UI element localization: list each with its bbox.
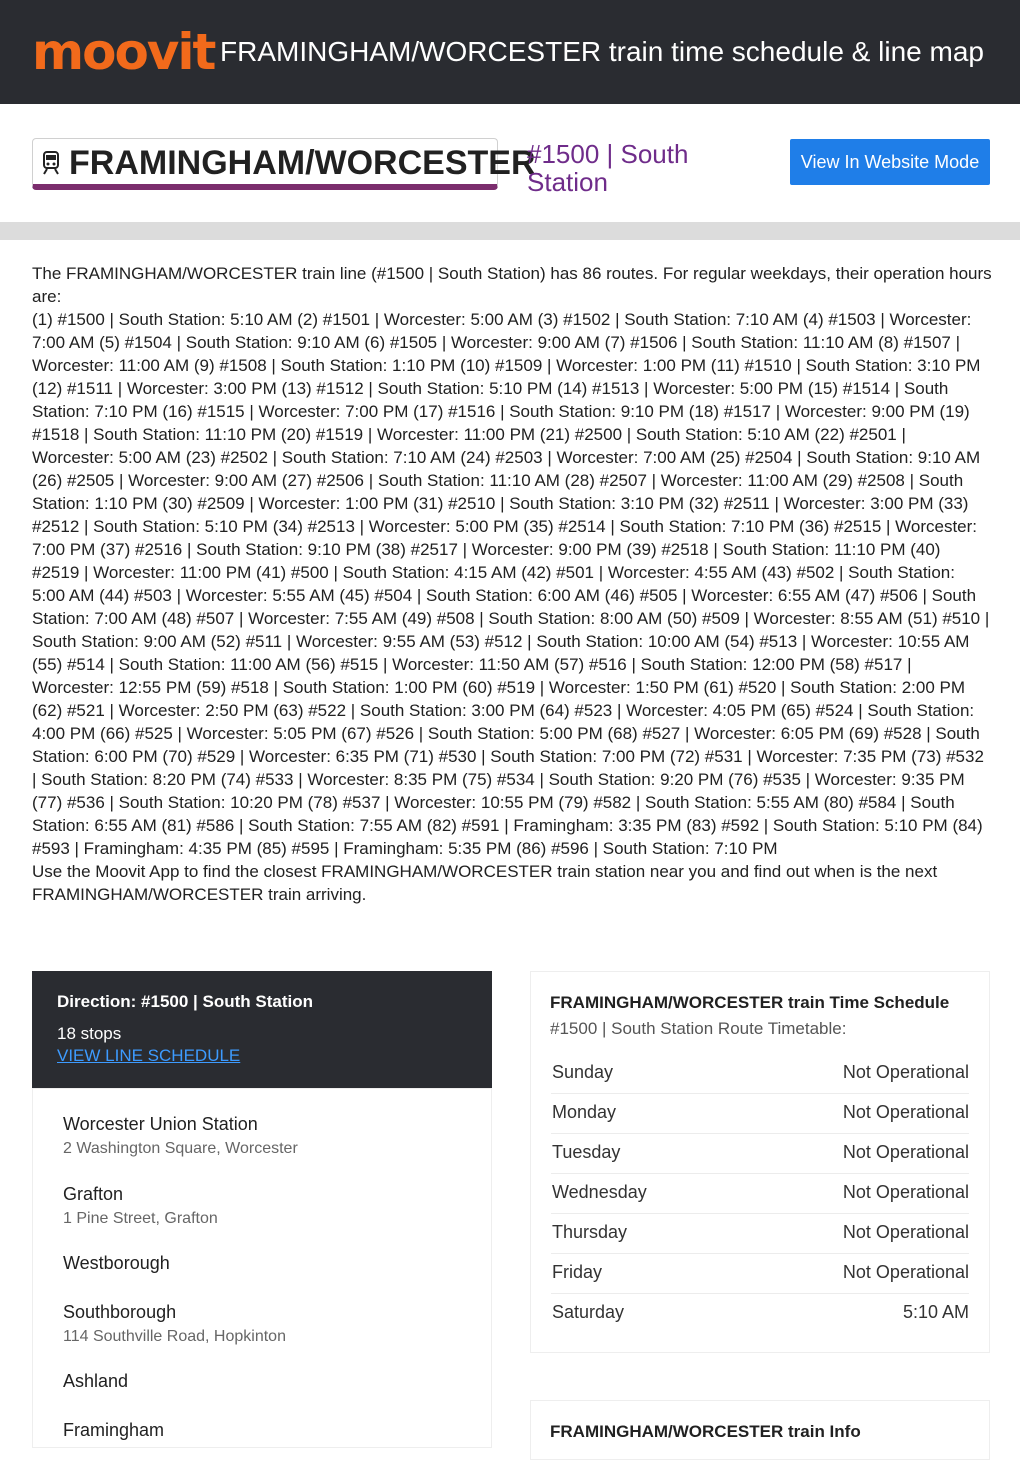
schedule-hours: Not Operational: [842, 1222, 969, 1242]
website-mode-button[interactable]: View In Website Mode: [790, 139, 990, 185]
schedule-hours: Not Operational: [842, 1142, 969, 1162]
stop-name: Grafton: [63, 1184, 124, 1204]
list-item[interactable]: [63, 1419, 164, 1441]
schedule-day: Wednesday: [552, 1182, 647, 1202]
page-title: FRAMINGHAM/WORCESTER train time schedule & line map: [220, 36, 984, 67]
table-row: [551, 1214, 969, 1254]
schedule-day: Saturday: [552, 1302, 625, 1322]
schedule-hours: Not Operational: [842, 1182, 969, 1202]
schedule-hours: Not Operational: [842, 1062, 969, 1082]
info-title: FRAMINGHAM/WORCESTER train Info: [550, 1422, 861, 1441]
schedule-hours: 5:10 AM: [902, 1302, 969, 1322]
list-item[interactable]: [63, 1370, 128, 1392]
direction-panel: [32, 971, 492, 1088]
direction-title: #1500 | South Station: [527, 139, 689, 197]
stop-address: 1 Pine Street, Grafton: [63, 1210, 218, 1227]
table-row: [551, 1054, 969, 1094]
table-row: [551, 1174, 969, 1214]
table-row: [551, 1294, 969, 1334]
stop-name: Ashland: [63, 1371, 129, 1391]
line-banner: [0, 104, 1020, 222]
schedule-hours: Not Operational: [842, 1262, 969, 1282]
stop-address: 114 Southville Road, Hopkinton: [63, 1328, 286, 1345]
list-item[interactable]: [63, 1252, 170, 1274]
schedule-subtitle: #1500 | South Station Route Timetable:: [550, 1019, 847, 1038]
table-row: [551, 1134, 969, 1174]
stop-count: 18 stops: [57, 1024, 122, 1043]
list-item[interactable]: [63, 1183, 218, 1229]
schedule-day: Thursday: [552, 1222, 628, 1242]
info-panel: [530, 1400, 990, 1460]
table-row: [551, 1254, 969, 1294]
line-name: FRAMINGHAM/WORCESTER: [69, 144, 536, 182]
schedule-day: Friday: [552, 1262, 603, 1282]
app-header: [0, 0, 1020, 104]
direction-label: Direction: #1500 | South Station: [57, 992, 314, 1011]
description-routes: (1) #1500 | South Station: 5:10 AM (2) #1501 | Worcester: 5:00 AM (3) #1502 | South Station: 7:10 AM (4) #1503 | Worcester: 7:00 AM (5) #1504 | South Station: 9:10 AM (6) #1505 | Worcester: 9:00 AM (7) #1506 | South Station: 11:10 AM (8) #1507 | Worcester: 11:00 AM (9) #1508 | South Station: 1:10 PM (10) #1509 | Worcester: 1:00 PM (11) #1510 | South Station: 3:10 PM (12) #1511 | Worcester: 3:00 PM (13) #1512 | South Station: 5:10 PM (14) #1513 | Worcester: 5:00 PM (15) #1514 | South Station: 7:10 PM (16) #1515 | Worcester: 7:00 PM (17) #1516 | South Station: 9:10 PM (18) #1517 | Worcester: 9:00 PM (19) #1518 | South Station: 11:10 PM (20) #1519 | Worcester: 11:00 PM (21) #2500 | South Station: 5:10 AM (22) #2501 | Worcester: 5:00 AM (23) #2502 | South Station: 7:10 AM (24) #2503 | Worcester: 7:00 AM (25) #2504 | South Station: 9:10 AM (26) #2505 | Worcester: 9:00 AM (27) #2506 | South Station: 11:10 AM (28) #2507 | Worcester: 11:00 AM (29) #2508 | South Station: 1:10 PM (30) #2509 | Worcester: 1:00 PM (31) #2510 | South Station: 3:10 PM (32) #2511 | Worcester: 3:00 PM (33) #2512 | South Station: 5:10 PM (34) #2513 | Worcester: 5:00 PM (35) #2514 | South Station: 7:10 PM (36) #2515 | Worcester: 7:00 PM (37) #2516 | South Station: 9:10 PM (38) #2517 | Worcester: 9:00 PM (39) #2518 | South Station: 11:10 PM (40) #2519 | Worcester: 11:00 PM (41) #500 | South Station: 4:15 AM (42) #501 | Worcester: 4:55 AM (43) #502 | South Station: 5:00 AM (44) #503 | Worcester: 5:55 AM (45) #504 | South Station: 6:00 AM (46) #505 | Worcester: 6:55 AM (47) #506 | South Station: 7:00 AM (48) #507 | Worcester: 7:55 AM (49) #508 | South Station: 8:00 AM (50) #509 | Worcester: 8:55 AM (51) #510 | South Station: 9:00 AM (52) #511 | Worcester: 9:55 AM (53) #512 | South Station: 10:00 AM (54) #513 | Worcester: 10:55 AM (55) #514 | South Station: 11:00 AM (56) #515 | Worcester: 11:50 AM (57) #516 | South Station: 12:00 PM (58) #517 | Worcester: 12:55 PM (59) #518 | South Station: 1:00 PM (60) #519 | Worcester: 1:50 PM (61) #520 | South Station: 2:00 PM (62) #521 | Worcester: 2:50 PM (63) #522 | South Station: 3:00 PM (64) #523 | Worcester: 4:05 PM (65) #524 | South Station: 4:00 PM (66) #525 | Worcester: 5:05 PM (67) #526 | South Station: 5:00 PM (68) #527 | Worcester: 6:05 PM (69) #528 | South Station: 6:00 PM (70) #529 | Worcester: 6:35 PM (71) #530 | South Station: 7:00 PM (72) #531 | Worcester: 7:35 PM (73) #532 | South Station: 8:20 PM (74) #533 | Worcester: 8:35 PM (75) #534 | South Station: 9:20 PM (76) #535 | Worcester: 9:35 PM (77) #536 | South Station: 10:20 PM (78) #537 | Worcester: 10:55 PM (79) #582 | South Station: 5:55 AM (80) #584 | South Station: 6:55 AM (81) #586 | South Station: 7:55 AM (82) #591 | Framingham: 3:35 PM (83) #592 | South Station: 5:10 PM (84) #593 | Framingham: 4:35 PM (85) #595 | Framingham: 5:35 PM (86) #596 | South Station: 7:10 PM: [32, 310, 990, 858]
stop-name: Westborough: [63, 1253, 170, 1273]
moovit-logo[interactable]: moovit: [32, 23, 215, 81]
description-outro: Use the Moovit App to find the closest FRAMINGHAM/WORCESTER train station near you and find out when is the next FRAMINGHAM/WORCESTER train arriving.: [32, 862, 938, 904]
description-intro: The FRAMINGHAM/WORCESTER train line (#1500 | South Station) has 86 routes. For regular weekdays, their operation hours are:: [32, 264, 992, 306]
list-item[interactable]: [63, 1301, 286, 1347]
schedule-day: Monday: [552, 1102, 617, 1122]
schedule-hours: Not Operational: [842, 1102, 969, 1122]
stop-name: Southborough: [63, 1302, 177, 1322]
stop-address: 2 Washington Square, Worcester: [63, 1140, 298, 1157]
schedule-panel: [530, 971, 990, 1353]
schedule-day: Sunday: [552, 1062, 614, 1082]
divider-bar: [0, 222, 1020, 240]
stops-list: [32, 1088, 492, 1448]
list-item[interactable]: [63, 1113, 298, 1159]
view-line-schedule-link[interactable]: VIEW LINE SCHEDULE: [57, 1046, 241, 1065]
train-icon: [41, 151, 61, 175]
schedule-day: Tuesday: [552, 1142, 621, 1162]
stop-name: Worcester Union Station: [63, 1114, 258, 1134]
stop-name: Framingham: [63, 1420, 165, 1440]
line-badge: [32, 138, 536, 190]
schedule-title: FRAMINGHAM/WORCESTER train Time Schedule: [550, 993, 950, 1012]
table-row: [551, 1094, 969, 1134]
route-description: [32, 262, 992, 906]
